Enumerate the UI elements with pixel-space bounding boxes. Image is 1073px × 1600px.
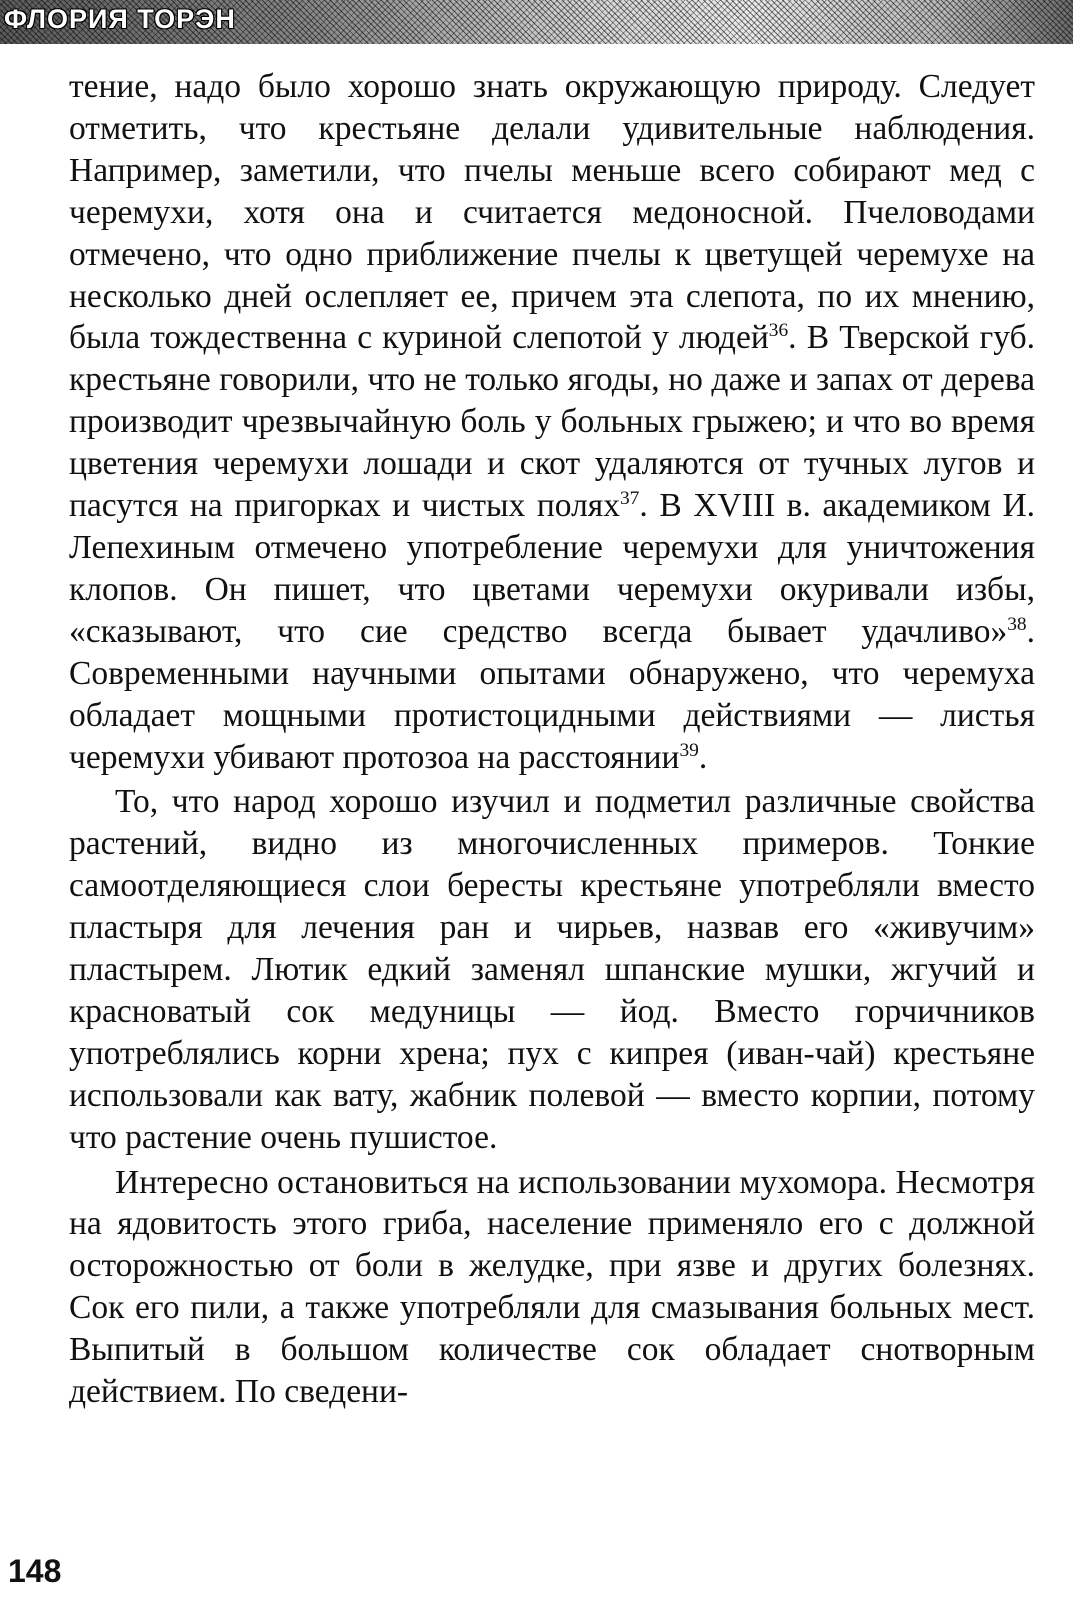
footnote-ref-36: 36 [768, 320, 789, 342]
footnote-ref-38: 38 [1007, 613, 1027, 635]
footnote-ref-39: 39 [679, 739, 699, 761]
running-title: ФЛОРИЯ ТОРЭН [4, 4, 236, 34]
running-header [0, 0, 1073, 44]
page-number: 148 [8, 1553, 62, 1589]
text-segment: . В XVIII в. академиком И. Лепехиным отмечено употребление черемухи для уничтожения клопов. Он пишет, что цветами черемухи окуривали избы, «сказывают, что сие средство всегда бывает удачливо» [69, 487, 1036, 650]
paragraph-3 [69, 1162, 1035, 1413]
text-segment: тение, надо было хорошо знать окружающую природу. Следует отметить, что крестьяне делали удивительные наблюдения. Например, заметили, что пчелы меньше всего собирают мед с черемухи, хотя она и считается медоносной. Пчеловодами отмечено, что одно приближение пчелы к цветущей черемухе на несколько дней ослепляет ее, причем эта слепота, по их мнению, была тождественна с куриной слепотой у людей [69, 68, 1035, 357]
text-segment: Интересно остановиться на использовании мухомора. Несмотря на ядовитость этого гриба, население применяло его с должной осторожностью от боли в желудке, при язве и других болезнях. Сок его пили, а также употребляли для смазывания больных мест. Выпитый в большом количестве сок обладает снотворным действием. По сведени- [69, 1163, 1035, 1411]
body-text [69, 66, 1035, 1413]
paragraph-1 [69, 66, 1035, 778]
text-segment: То, что народ хорошо изучил и подметил различные свойства растений, видно из многочисленных примеров. Тонкие самоотделяющиеся слои бересты крестьяне употребляли вместо пластыря для лечения ран и чирьев, назвав его «живучим» пластырем. Лютик едкий заменял шпанские мушки, жгучий и красноватый сок медуницы — йод. Вместо горчичников употреблялись корни хрена; пух с кипрея (иван-чай) крестьяне использовали как вату, жабник полевой — вместо корпии, потому что растение очень пушистое. [69, 783, 1035, 1156]
footnote-ref-37: 37 [619, 488, 640, 510]
paragraph-2 [69, 781, 1035, 1158]
text-segment: . В Тверской губ. крестьяне говорили, что не только ягоды, но даже и запах от дерева производит чрезвычайную боль у больных грыжею; и что во время цветения черемухи лошади и скот удаляются от тучных лугов и пасутся на пригорках и чистых полях [69, 319, 1035, 525]
text-segment: . [698, 738, 708, 776]
text-segment: . Современными научными опытами обнаружено, что черемуха обладает мощными протистоцидными действиями — листья черемухи убивают протозоа на расстоянии [69, 612, 1035, 776]
